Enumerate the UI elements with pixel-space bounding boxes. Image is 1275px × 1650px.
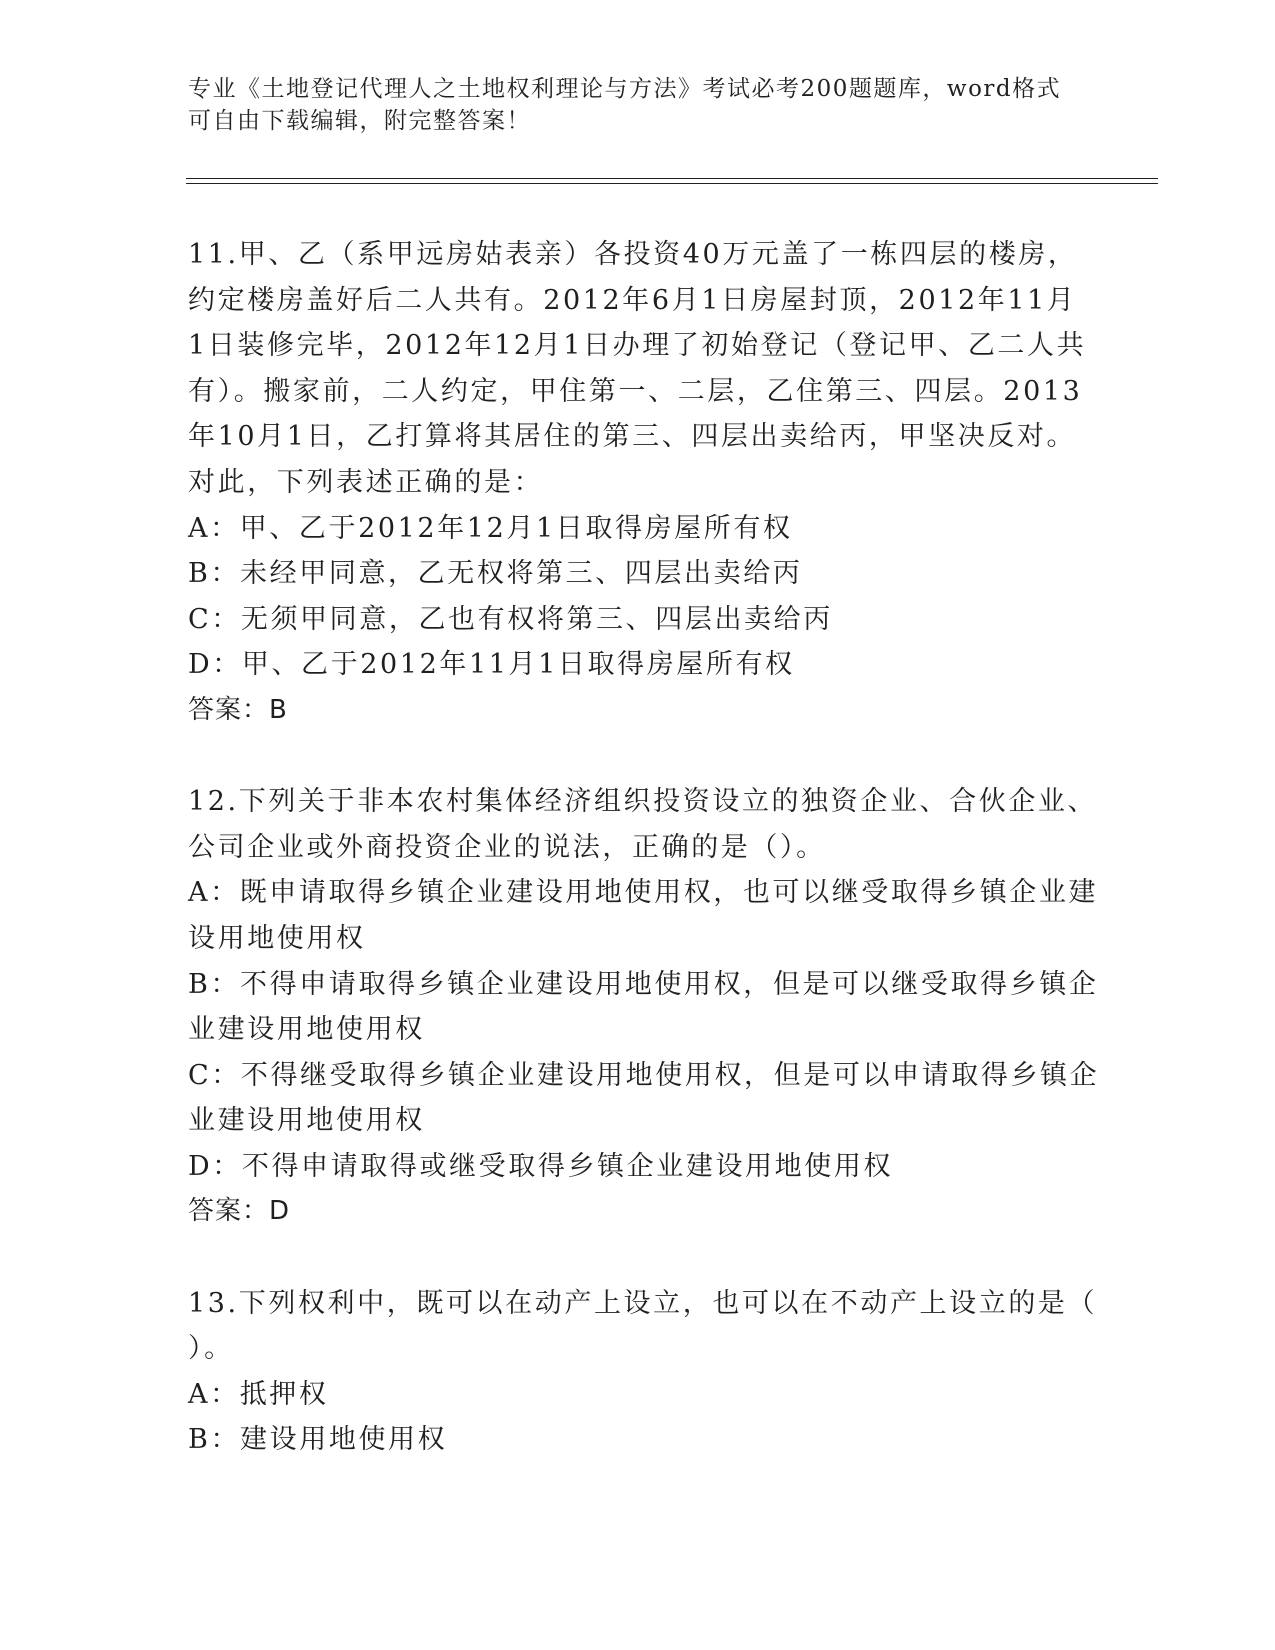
answer-label: 答案：B — [188, 694, 288, 725]
question-12 — [188, 779, 1100, 1235]
question-13 — [188, 1281, 1098, 1463]
option-c-continued: 业建设用地使用权 — [188, 1105, 425, 1137]
option-c: C：无须甲同意，乙也有权将第三、四层出卖给丙 — [188, 603, 833, 635]
question-text-line: 对此，下列表述正确的是： — [188, 466, 544, 498]
option-b-continued: 业建设用地使用权 — [188, 1014, 425, 1046]
option-b: B：不得申请取得乡镇企业建设用地使用权，但是可以继受取得乡镇企 — [188, 968, 1099, 1000]
question-text-line: ）。 — [188, 1333, 234, 1365]
question-spacer — [188, 1235, 1088, 1281]
question-text-line: 年10月1日，乙打算将其居住的第三、四层出卖给丙，甲坚决反对。 — [188, 421, 1077, 453]
option-b: B：未经甲同意，乙无权将第三、四层出卖给丙 — [188, 558, 803, 590]
option-d: D：甲、乙于2012年11月1日取得房屋所有权 — [188, 649, 795, 681]
question-text-line: 约定楼房盖好后二人共有。2012年6月1日房屋封顶，2012年11月 — [188, 284, 1077, 316]
option-a: A：既申请取得乡镇企业建设用地使用权，也可以继受取得乡镇企业建 — [188, 877, 1099, 909]
header-rule-top — [186, 178, 1158, 179]
header-rule-bottom — [186, 183, 1158, 184]
question-11 — [188, 232, 1088, 734]
header-line-1: 专业《土地登记代理人之土地权利理论与方法》考试必考200题题库，word格式 — [188, 76, 1062, 102]
questions-body — [188, 232, 1100, 1463]
header-line-2: 可自由下载编辑，附完整答案！ — [188, 108, 531, 134]
question-text-line: 1日装修完毕，2012年12月1日办理了初始登记（登记甲、乙二人共 — [188, 330, 1087, 362]
question-text-line: 12.下列关于非本农村集体经济组织投资设立的独资企业、合伙企业、 — [188, 786, 1098, 818]
question-text-line: 13.下列权利中，既可以在动产上设立，也可以在不动产上设立的是（ — [188, 1287, 1098, 1319]
question-text-line: 公司企业或外商投资企业的说法，正确的是（）。 — [188, 831, 826, 863]
option-a: A：甲、乙于2012年12月1日取得房屋所有权 — [188, 512, 793, 544]
question-text-line: 11.甲、乙（系甲远房姑表亲）各投资40万元盖了一栋四层的楼房， — [188, 239, 1078, 270]
option-a: A：抵押权 — [188, 1378, 329, 1410]
option-c: C：不得继受取得乡镇企业建设用地使用权，但是可以申请取得乡镇企 — [188, 1059, 1100, 1091]
option-b: B：建设用地使用权 — [188, 1424, 448, 1456]
option-d: D：不得申请取得或继受取得乡镇企业建设用地使用权 — [188, 1150, 894, 1182]
question-spacer — [188, 734, 1088, 780]
option-a-continued: 设用地使用权 — [188, 922, 366, 954]
document-header — [188, 73, 1068, 137]
answer-label: 答案：D — [188, 1196, 291, 1227]
question-text-line: 有）。搬家前，二人约定，甲住第一、二层，乙住第三、四层。2013 — [188, 375, 1083, 407]
